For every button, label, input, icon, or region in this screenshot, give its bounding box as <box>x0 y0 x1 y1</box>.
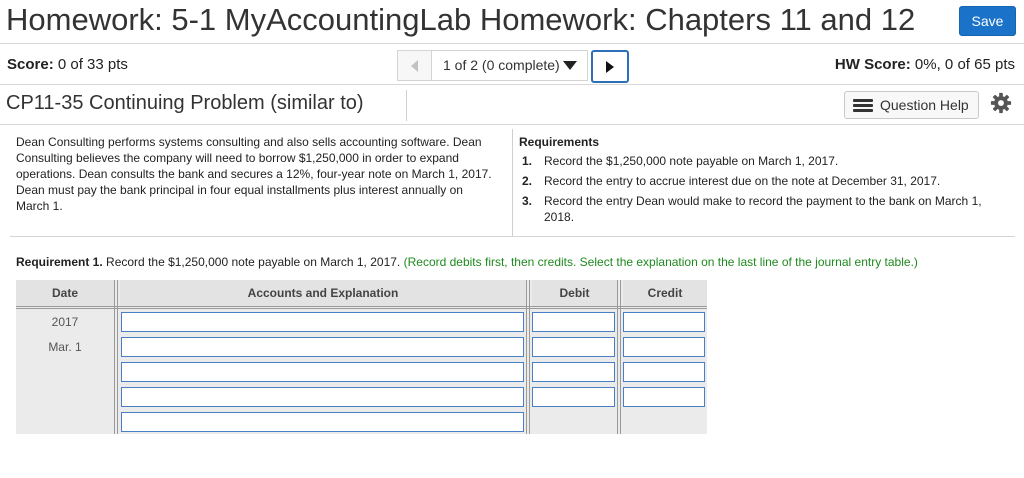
problem-description: Dean Consulting performs systems consulting and also sells accounting software. Dean Consulting believes the company will need to borrow $1,250,000 in order to expand operations. Dean consults the bank and secures a 12%, four-year note on March 1, 2017. Dean must pay the bank principal in four equal installments plus interest annually on March 1. <box>16 135 492 213</box>
requirement-text: Record the entry Dean would make to record the payment to the bank on March 1, 2018. <box>544 194 982 224</box>
explanation-input[interactable] <box>121 412 524 432</box>
column-divider <box>526 280 530 434</box>
requirement-item <box>519 173 1009 189</box>
problem-bar <box>0 86 1024 125</box>
hw-score-label: HW Score: <box>834 56 911 73</box>
credit-input[interactable] <box>623 312 705 332</box>
requirement-item <box>519 193 1009 225</box>
score-bar <box>0 45 1024 85</box>
journal-date: Mar. 1 <box>48 340 82 354</box>
account-input[interactable] <box>121 362 524 382</box>
requirement-number: 2. <box>522 174 533 188</box>
question-select[interactable] <box>432 50 588 81</box>
requirement-1-prompt <box>16 255 918 269</box>
requirement-item <box>519 153 1009 169</box>
gear-icon[interactable] <box>990 92 1012 114</box>
hw-score-summary <box>835 56 1015 73</box>
account-input[interactable] <box>121 312 524 332</box>
panel-divider <box>512 129 513 236</box>
requirement-1-instruction: (Record debits first, then credits. Select the explanation on the last line of the journal entry table.) <box>403 255 918 269</box>
account-input[interactable] <box>121 387 524 407</box>
requirement-1-text: Record the $1,250,000 note payable on March 1, 2017. <box>106 255 401 269</box>
debit-input[interactable] <box>532 387 615 407</box>
score-summary <box>7 56 128 73</box>
hw-score-value: 0%, 0 of 65 pts <box>914 56 1015 73</box>
chevron-right-icon[interactable] <box>591 50 629 83</box>
account-input[interactable] <box>121 337 524 357</box>
requirement-text: Record the entry to accrue interest due on the note at December 31, 2017. <box>544 174 941 188</box>
requirement-number: 1. <box>522 154 533 168</box>
credit-input[interactable] <box>623 362 705 382</box>
score-label: Score: <box>7 56 54 73</box>
requirements-heading: Requirements <box>519 135 600 149</box>
title-divider <box>406 90 407 121</box>
chevron-left-icon[interactable] <box>397 50 432 81</box>
date-header: Date <box>16 280 114 306</box>
question-help-button[interactable] <box>844 91 979 119</box>
header-divider <box>16 306 707 309</box>
credit-input[interactable] <box>623 337 705 357</box>
question-pager <box>397 50 629 82</box>
requirement-number: 3. <box>522 194 533 208</box>
column-divider <box>617 280 621 434</box>
title-bar <box>0 0 1024 44</box>
debit-input[interactable] <box>532 312 615 332</box>
question-help-label: Question Help <box>880 97 969 113</box>
requirements-panel <box>519 134 1009 229</box>
caret-down-icon <box>563 61 577 70</box>
problem-title: CP11-35 Continuing Problem (similar to) <box>6 92 364 114</box>
score-value: 0 of 33 pts <box>57 56 128 73</box>
homework-title: Homework: 5-1 MyAccountingLab Homework: Chapters 11 and 12 <box>6 2 916 37</box>
credit-header: Credit <box>623 280 707 306</box>
credit-input[interactable] <box>623 387 705 407</box>
save-button[interactable]: Save <box>959 6 1016 36</box>
debit-header: Debit <box>532 280 617 306</box>
requirement-text: Record the $1,250,000 note payable on March 1, 2017. <box>544 154 839 168</box>
requirement-1-label: Requirement 1. <box>16 255 103 269</box>
column-divider <box>114 280 118 434</box>
list-icon <box>853 99 873 113</box>
section-divider <box>10 236 1015 237</box>
journal-year: 2017 <box>51 315 79 329</box>
accounts-header: Accounts and Explanation <box>120 280 526 306</box>
debit-input[interactable] <box>532 337 615 357</box>
journal-entry-table <box>16 280 707 434</box>
debit-input[interactable] <box>532 362 615 382</box>
question-select-value: 1 of 2 (0 complete) <box>443 57 560 73</box>
